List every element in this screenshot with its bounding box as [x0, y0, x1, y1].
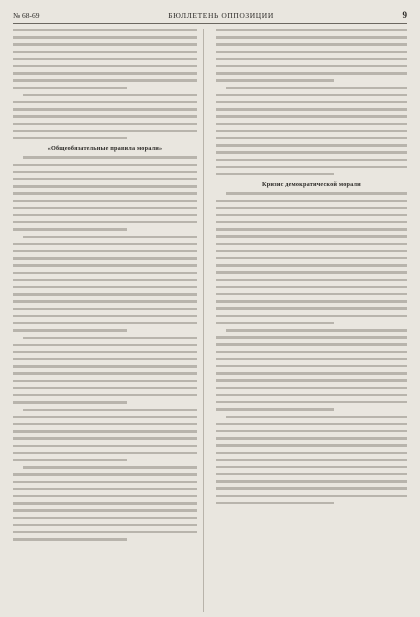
section-heading: «Общеобязательные правила морали» [47, 145, 163, 153]
body-paragraph [216, 87, 407, 176]
page-header [13, 10, 407, 24]
body-paragraph [13, 29, 197, 89]
publication-title: БЮЛЛЕТЕНЬ ОППОЗИЦИИ [168, 11, 274, 20]
body-paragraph [216, 329, 407, 410]
body-paragraph [13, 466, 197, 540]
body-paragraph [13, 94, 197, 140]
body-paragraph [13, 156, 197, 230]
section-heading: Кризис демократической морали [262, 181, 361, 189]
left-column [13, 29, 204, 612]
body-paragraph [13, 236, 197, 332]
body-paragraph [13, 337, 197, 404]
text-columns [13, 29, 407, 612]
right-column [216, 29, 407, 612]
page-number: 9 [402, 10, 407, 20]
body-paragraph [216, 416, 407, 505]
body-paragraph [13, 409, 197, 462]
issue-number: № 68-69 [13, 11, 40, 20]
body-paragraph [216, 192, 407, 324]
body-paragraph [216, 29, 407, 82]
